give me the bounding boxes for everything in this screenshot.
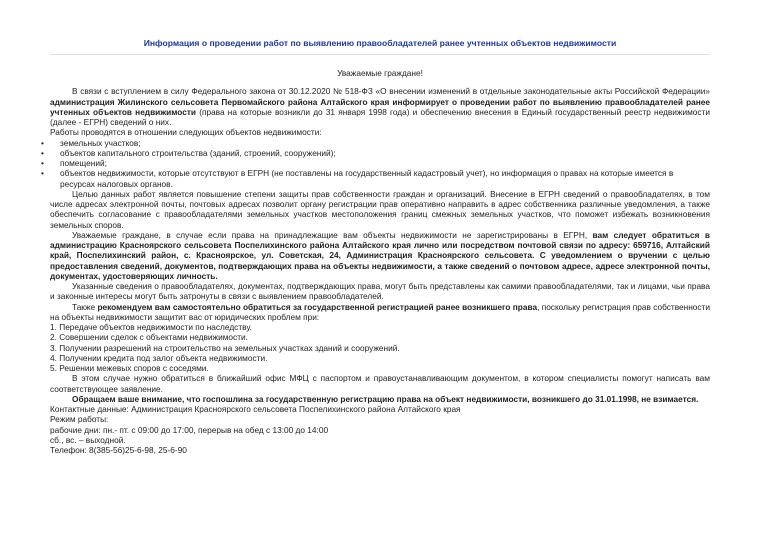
list-item: 4. Получении кредита под залог объекта недвижимости. — [50, 352, 268, 363]
schedule-label: Режим работы: — [50, 414, 109, 425]
intro-text-c: (права на которые возникли до 31 января 1998 года) и обеспечению внесения в Единый государственный реестр недвижимости (далее - ЕГРН) сведений о них. — [50, 106, 710, 127]
recommendation-paragraph — [50, 302, 710, 323]
phone-line: Телефон: 8(385-56)25-6-98, 25-6-90 — [50, 445, 187, 455]
list-item: 3. Получении разрешений на строительство на земельных участках зданий и сооружений. — [50, 342, 400, 353]
purpose-paragraph: Целью данных работ является повышение степени защиты прав собственности граждан и организаций. Внесение в ЕГРН сведений о правообладателях, в том числе адресах электронной почты, почтовых адресах позволит органу регистрации прав оперативно направить в адрес собственника различные уведомления, а также обеспечить согласование с правообладателями земельных участков местоположения границ смежных земельных участков, что поможет избежать возникновения земельных споров. — [50, 188, 710, 230]
list-item: • объектов капитального строительства (зданий, строений, сооружений); — [50, 148, 710, 158]
document-title: Информация о проведении работ по выявлению правообладателей ранее учтенных объектов недвижимости — [143, 38, 617, 48]
appeal-text-bold: вам следует обратиться в администрацию Красноярского сельсовета Поспелихинского района Алтайского края лично или посредством почтовой связи по адресу: 659716, Алтайский край, Поспелихинский район, с. Красноярское, ул. Советская, 24, Администрация Красноярского сельсовета. С уведомлением о вручении с целью предоставления сведений, документов, подтверждающих права на объекты недвижимости, а также сведений о почтовом адресе, адресе электронной почты, документах, удостоверяющих личность. — [50, 229, 710, 281]
document-body — [50, 68, 710, 455]
intro-text-a: В связи с вступлением в силу Федерального закона от 30.12.2020 № 518-ФЗ «О внесении изменений в отдельные законодательные акты Российской Федерации» — [72, 86, 710, 97]
representatives-paragraph: Указанные сведения о правообладателях, документах, подтверждающих права, могут быть представлены как самими правообладателями, так и лицами, чьи права и законные интересы могут быть затронуты в связи с выявлением правообладателей. — [50, 281, 710, 302]
fee-notice-text: Обращаем ваше внимание, что госпошлина за государственную регистрацию права на объект недвижимости, возникшего до 31.01.1998, не взимается. — [72, 393, 699, 404]
appeal-paragraph — [50, 230, 710, 281]
list-item: • объектов недвижимости, которые отсутствуют в ЕГРН (не поставлены на государственный кадастровый учет), но информация о правах на которые имеется в ресурсах налоговых органов. — [50, 168, 710, 189]
recommendation-text-c: , поскольку регистрация прав собственности на объекты недвижимости защитит вас от юридических проблем при: — [50, 301, 710, 322]
list-item: 5. Решении межевых споров с соседями. — [50, 363, 209, 373]
fee-notice — [50, 394, 710, 404]
recommendation-text-bold: рекомендуем вам самостоятельно обратиться за государственной регистрацией ранее возникшего права — [97, 301, 538, 312]
list-item: • помещений; — [50, 158, 710, 168]
list-item: • земельных участков; — [50, 138, 710, 148]
schedule-weekend: сб., вс. – выходной. — [50, 434, 126, 445]
greeting: Уважаемые граждане! — [337, 68, 423, 78]
intro-paragraph — [50, 86, 710, 127]
mfc-paragraph: В этом случае нужно обратиться в ближайший офис МФЦ с паспортом и правоустанавливающим документом, в котором специалисты помогут написать вам соответствующее заявление. — [50, 373, 710, 394]
title-divider — [50, 54, 710, 55]
list-item: 1. Передаче объектов недвижимости по наследству. — [50, 322, 252, 332]
intro-text-bold: администрация Жилинского сельсовета Первомайского района Алтайского края информирует о проведении работ по выявлению правообладателей ранее учтенных объектов недвижимости — [50, 96, 710, 117]
works-intro: Работы проводятся в отношении следующих объектов недвижимости: — [50, 127, 322, 138]
contacts-line: Контактные данные: Администрация Красноярского сельсовета Поспелихинского района Алтайского края — [50, 404, 461, 414]
list-item: 2. Совершении сделок с объектами недвижимости. — [50, 332, 248, 343]
schedule-weekdays: рабочие дни: пн.- пт. с 09:00 до 17:00, перерыв на обед с 13:00 до 14:00 — [50, 424, 329, 435]
appeal-text-a: Уважаемые граждане, в случае если права на принадлежащие вам объекты недвижимости не зарегистрированы в ЕГРН, — [72, 229, 593, 240]
objects-list — [50, 138, 710, 189]
recommendation-text-a: Также — [72, 301, 98, 312]
spacer — [50, 78, 710, 86]
